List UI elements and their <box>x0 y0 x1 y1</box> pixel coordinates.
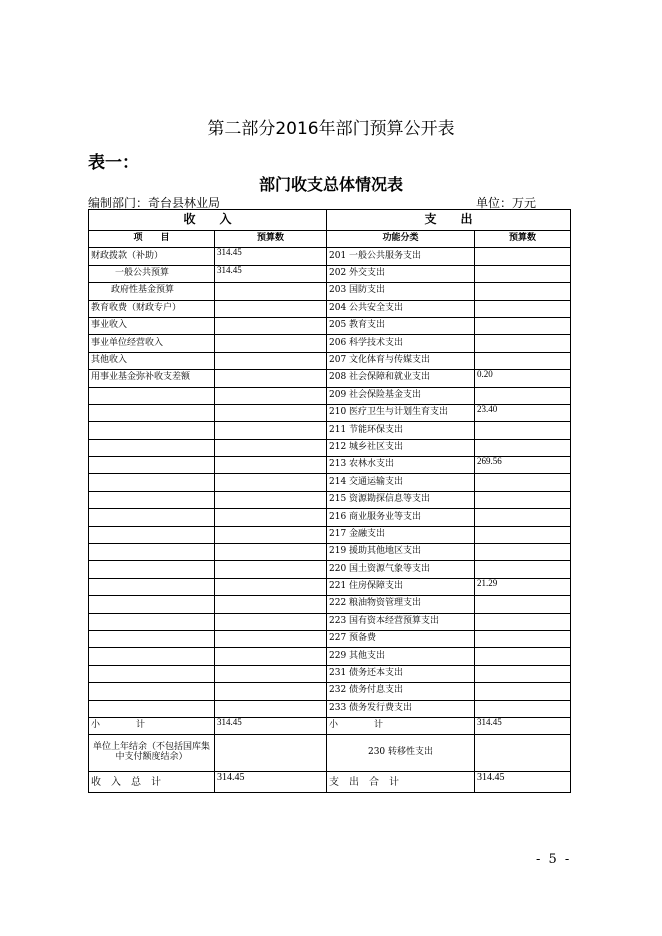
income-item-label: 一般公共预算 <box>89 265 215 282</box>
income-item-label <box>89 544 215 561</box>
expense-item-value <box>475 613 571 630</box>
income-item-label: 政府性基金预算 <box>89 283 215 300</box>
income-item-label <box>89 613 215 630</box>
expense-item-label: 232 债务付息支出 <box>327 683 475 700</box>
income-item-value <box>215 665 327 682</box>
expense-item-value <box>475 630 571 647</box>
expense-item-value <box>475 665 571 682</box>
expense-item-label: 222 粮油物资管理支出 <box>327 596 475 613</box>
expense-subtotal-value: 314.45 <box>475 717 571 734</box>
unit-label: 单位：万元 <box>476 196 537 210</box>
expense-item-label: 217 金融支出 <box>327 526 475 543</box>
carryover-row <box>89 735 571 772</box>
table-row <box>89 630 571 647</box>
income-item-value <box>215 596 327 613</box>
column-header-row <box>89 231 571 248</box>
income-carryover-label: 单位上年结余（不包括国库集中支付额度结余） <box>89 735 215 772</box>
income-item-value: 314.45 <box>215 265 327 282</box>
expense-item-value <box>475 439 571 456</box>
income-item-label <box>89 404 215 421</box>
income-item-value <box>215 561 327 578</box>
expense-item-value: 21.29 <box>475 578 571 595</box>
budget-table <box>88 209 571 793</box>
table-row <box>89 457 571 474</box>
expense-item-value <box>475 561 571 578</box>
table-row <box>89 544 571 561</box>
table-row <box>89 439 571 456</box>
expense-item-label: 201 一般公共服务支出 <box>327 248 475 265</box>
income-item-label <box>89 474 215 491</box>
expense-item-value <box>475 265 571 282</box>
expense-item-label: 231 债务还本支出 <box>327 665 475 682</box>
expense-item-label: 209 社会保险基金支出 <box>327 387 475 404</box>
table-row <box>89 283 571 300</box>
income-item-label <box>89 526 215 543</box>
expense-item-label: 233 债务发行费支出 <box>327 700 475 717</box>
income-item-label <box>89 387 215 404</box>
income-carryover-value <box>215 735 327 772</box>
department-label: 编制部门：奇台县林业局 <box>88 196 221 210</box>
expense-item-label: 211 节能环保支出 <box>327 422 475 439</box>
expense-carryover-label: 230 转移性支出 <box>327 735 475 772</box>
table-row <box>89 474 571 491</box>
section-header-row <box>89 210 571 231</box>
expense-subtotal-label: 小 计 <box>327 717 475 734</box>
income-item-label: 事业单位经营收入 <box>89 335 215 352</box>
table-row <box>89 248 571 265</box>
income-item-label <box>89 596 215 613</box>
document-title: 第二部分2016年部门预算公开表 <box>207 119 455 139</box>
expense-item-label: 220 国土资源气象等支出 <box>327 561 475 578</box>
income-item-value <box>215 491 327 508</box>
income-item-label <box>89 509 215 526</box>
income-item-label: 财政拨款（补助） <box>89 248 215 265</box>
table-row <box>89 300 571 317</box>
income-item-value: 314.45 <box>215 248 327 265</box>
expense-item-value <box>475 509 571 526</box>
income-item-value <box>215 700 327 717</box>
income-section-header: 收 入 <box>89 210 327 231</box>
income-item-label <box>89 561 215 578</box>
income-item-value <box>215 683 327 700</box>
income-item-value <box>215 300 327 317</box>
expense-item-label: 223 国有资本经营预算支出 <box>327 613 475 630</box>
expense-item-value <box>475 283 571 300</box>
income-item-label <box>89 665 215 682</box>
expense-item-label: 219 援助其他地区支出 <box>327 544 475 561</box>
section-label: 表一： <box>88 153 139 173</box>
table-row <box>89 387 571 404</box>
income-item-value <box>215 648 327 665</box>
expense-item-label: 221 住房保障支出 <box>327 578 475 595</box>
expense-item-value: 269.56 <box>475 457 571 474</box>
income-item-value <box>215 352 327 369</box>
table-row <box>89 509 571 526</box>
table-row <box>89 335 571 352</box>
income-item-label <box>89 457 215 474</box>
expense-item-label: 205 教育支出 <box>327 317 475 334</box>
table-row <box>89 665 571 682</box>
income-item-value <box>215 474 327 491</box>
expense-item-label: 214 交通运输支出 <box>327 474 475 491</box>
income-item-label: 事业收入 <box>89 317 215 334</box>
income-item-label <box>89 491 215 508</box>
income-item-value <box>215 544 327 561</box>
expense-item-value <box>475 352 571 369</box>
table-row <box>89 491 571 508</box>
expense-item-value <box>475 335 571 352</box>
item-column-header: 项 目 <box>89 231 215 248</box>
income-budget-column-header: 预算数 <box>215 231 327 248</box>
income-item-label <box>89 630 215 647</box>
expense-item-label: 206 科学技术支出 <box>327 335 475 352</box>
income-item-label <box>89 422 215 439</box>
expense-item-value <box>475 387 571 404</box>
expense-section-header: 支 出 <box>327 210 571 231</box>
expense-item-label: 216 商业服务业等支出 <box>327 509 475 526</box>
page-number: - 5 - <box>536 852 572 867</box>
income-total-label: 收 入 总 计 <box>89 772 215 793</box>
expense-item-value <box>475 544 571 561</box>
expense-item-label: 202 外交支出 <box>327 265 475 282</box>
table-row <box>89 317 571 334</box>
table-row <box>89 648 571 665</box>
table-row <box>89 370 571 387</box>
expense-carryover-value <box>475 735 571 772</box>
expense-item-value: 23.40 <box>475 404 571 421</box>
expense-item-value <box>475 596 571 613</box>
expense-item-label: 229 其他支出 <box>327 648 475 665</box>
expense-item-label: 210 医疗卫生与计划生育支出 <box>327 404 475 421</box>
expense-item-label: 215 资源勘探信息等支出 <box>327 491 475 508</box>
expense-item-label: 227 预备费 <box>327 630 475 647</box>
income-item-value <box>215 317 327 334</box>
expense-item-value <box>475 491 571 508</box>
income-item-label <box>89 439 215 456</box>
income-item-value <box>215 613 327 630</box>
expense-item-value <box>475 300 571 317</box>
table-title: 部门收支总体情况表 <box>258 175 403 194</box>
expense-item-value: 0.20 <box>475 370 571 387</box>
expense-item-label: 208 社会保障和就业支出 <box>327 370 475 387</box>
income-item-label: 教育收费（财政专户） <box>89 300 215 317</box>
expense-item-value <box>475 248 571 265</box>
expense-total-value: 314.45 <box>475 772 571 793</box>
expense-item-value <box>475 648 571 665</box>
expense-item-value <box>475 683 571 700</box>
income-item-value <box>215 404 327 421</box>
table-row <box>89 526 571 543</box>
table-row <box>89 561 571 578</box>
expense-item-label: 204 公共安全支出 <box>327 300 475 317</box>
income-item-label <box>89 700 215 717</box>
income-item-value <box>215 578 327 595</box>
income-item-label <box>89 648 215 665</box>
table-row <box>89 265 571 282</box>
expense-item-value <box>475 474 571 491</box>
income-item-value <box>215 630 327 647</box>
income-item-label: 其他收入 <box>89 352 215 369</box>
income-item-label: 用事业基金弥补收支差额 <box>89 370 215 387</box>
income-subtotal-label: 小 计 <box>89 717 215 734</box>
income-item-value <box>215 422 327 439</box>
income-item-label <box>89 683 215 700</box>
table-row <box>89 352 571 369</box>
expense-item-label: 212 城乡社区支出 <box>327 439 475 456</box>
expense-budget-column-header: 预算数 <box>475 231 571 248</box>
table-row <box>89 683 571 700</box>
expense-item-value <box>475 317 571 334</box>
income-item-value <box>215 370 327 387</box>
table-row <box>89 578 571 595</box>
income-item-value <box>215 283 327 300</box>
income-item-value <box>215 335 327 352</box>
expense-total-label: 支 出 合 计 <box>327 772 475 793</box>
expense-item-value <box>475 422 571 439</box>
expense-item-label: 207 文化体育与传媒支出 <box>327 352 475 369</box>
income-item-value <box>215 439 327 456</box>
total-row <box>89 772 571 793</box>
table-row <box>89 700 571 717</box>
table-row <box>89 422 571 439</box>
income-subtotal-value: 314.45 <box>215 717 327 734</box>
income-total-value: 314.45 <box>215 772 327 793</box>
function-column-header: 功能分类 <box>327 231 475 248</box>
table-row <box>89 596 571 613</box>
expense-item-value <box>475 700 571 717</box>
subtotal-row <box>89 717 571 734</box>
income-item-label <box>89 578 215 595</box>
income-item-value <box>215 509 327 526</box>
table-row <box>89 404 571 421</box>
income-item-value <box>215 457 327 474</box>
expense-item-label: 213 农林水支出 <box>327 457 475 474</box>
income-item-value <box>215 387 327 404</box>
table-row <box>89 613 571 630</box>
income-item-value <box>215 526 327 543</box>
expense-item-value <box>475 526 571 543</box>
expense-item-label: 203 国防支出 <box>327 283 475 300</box>
